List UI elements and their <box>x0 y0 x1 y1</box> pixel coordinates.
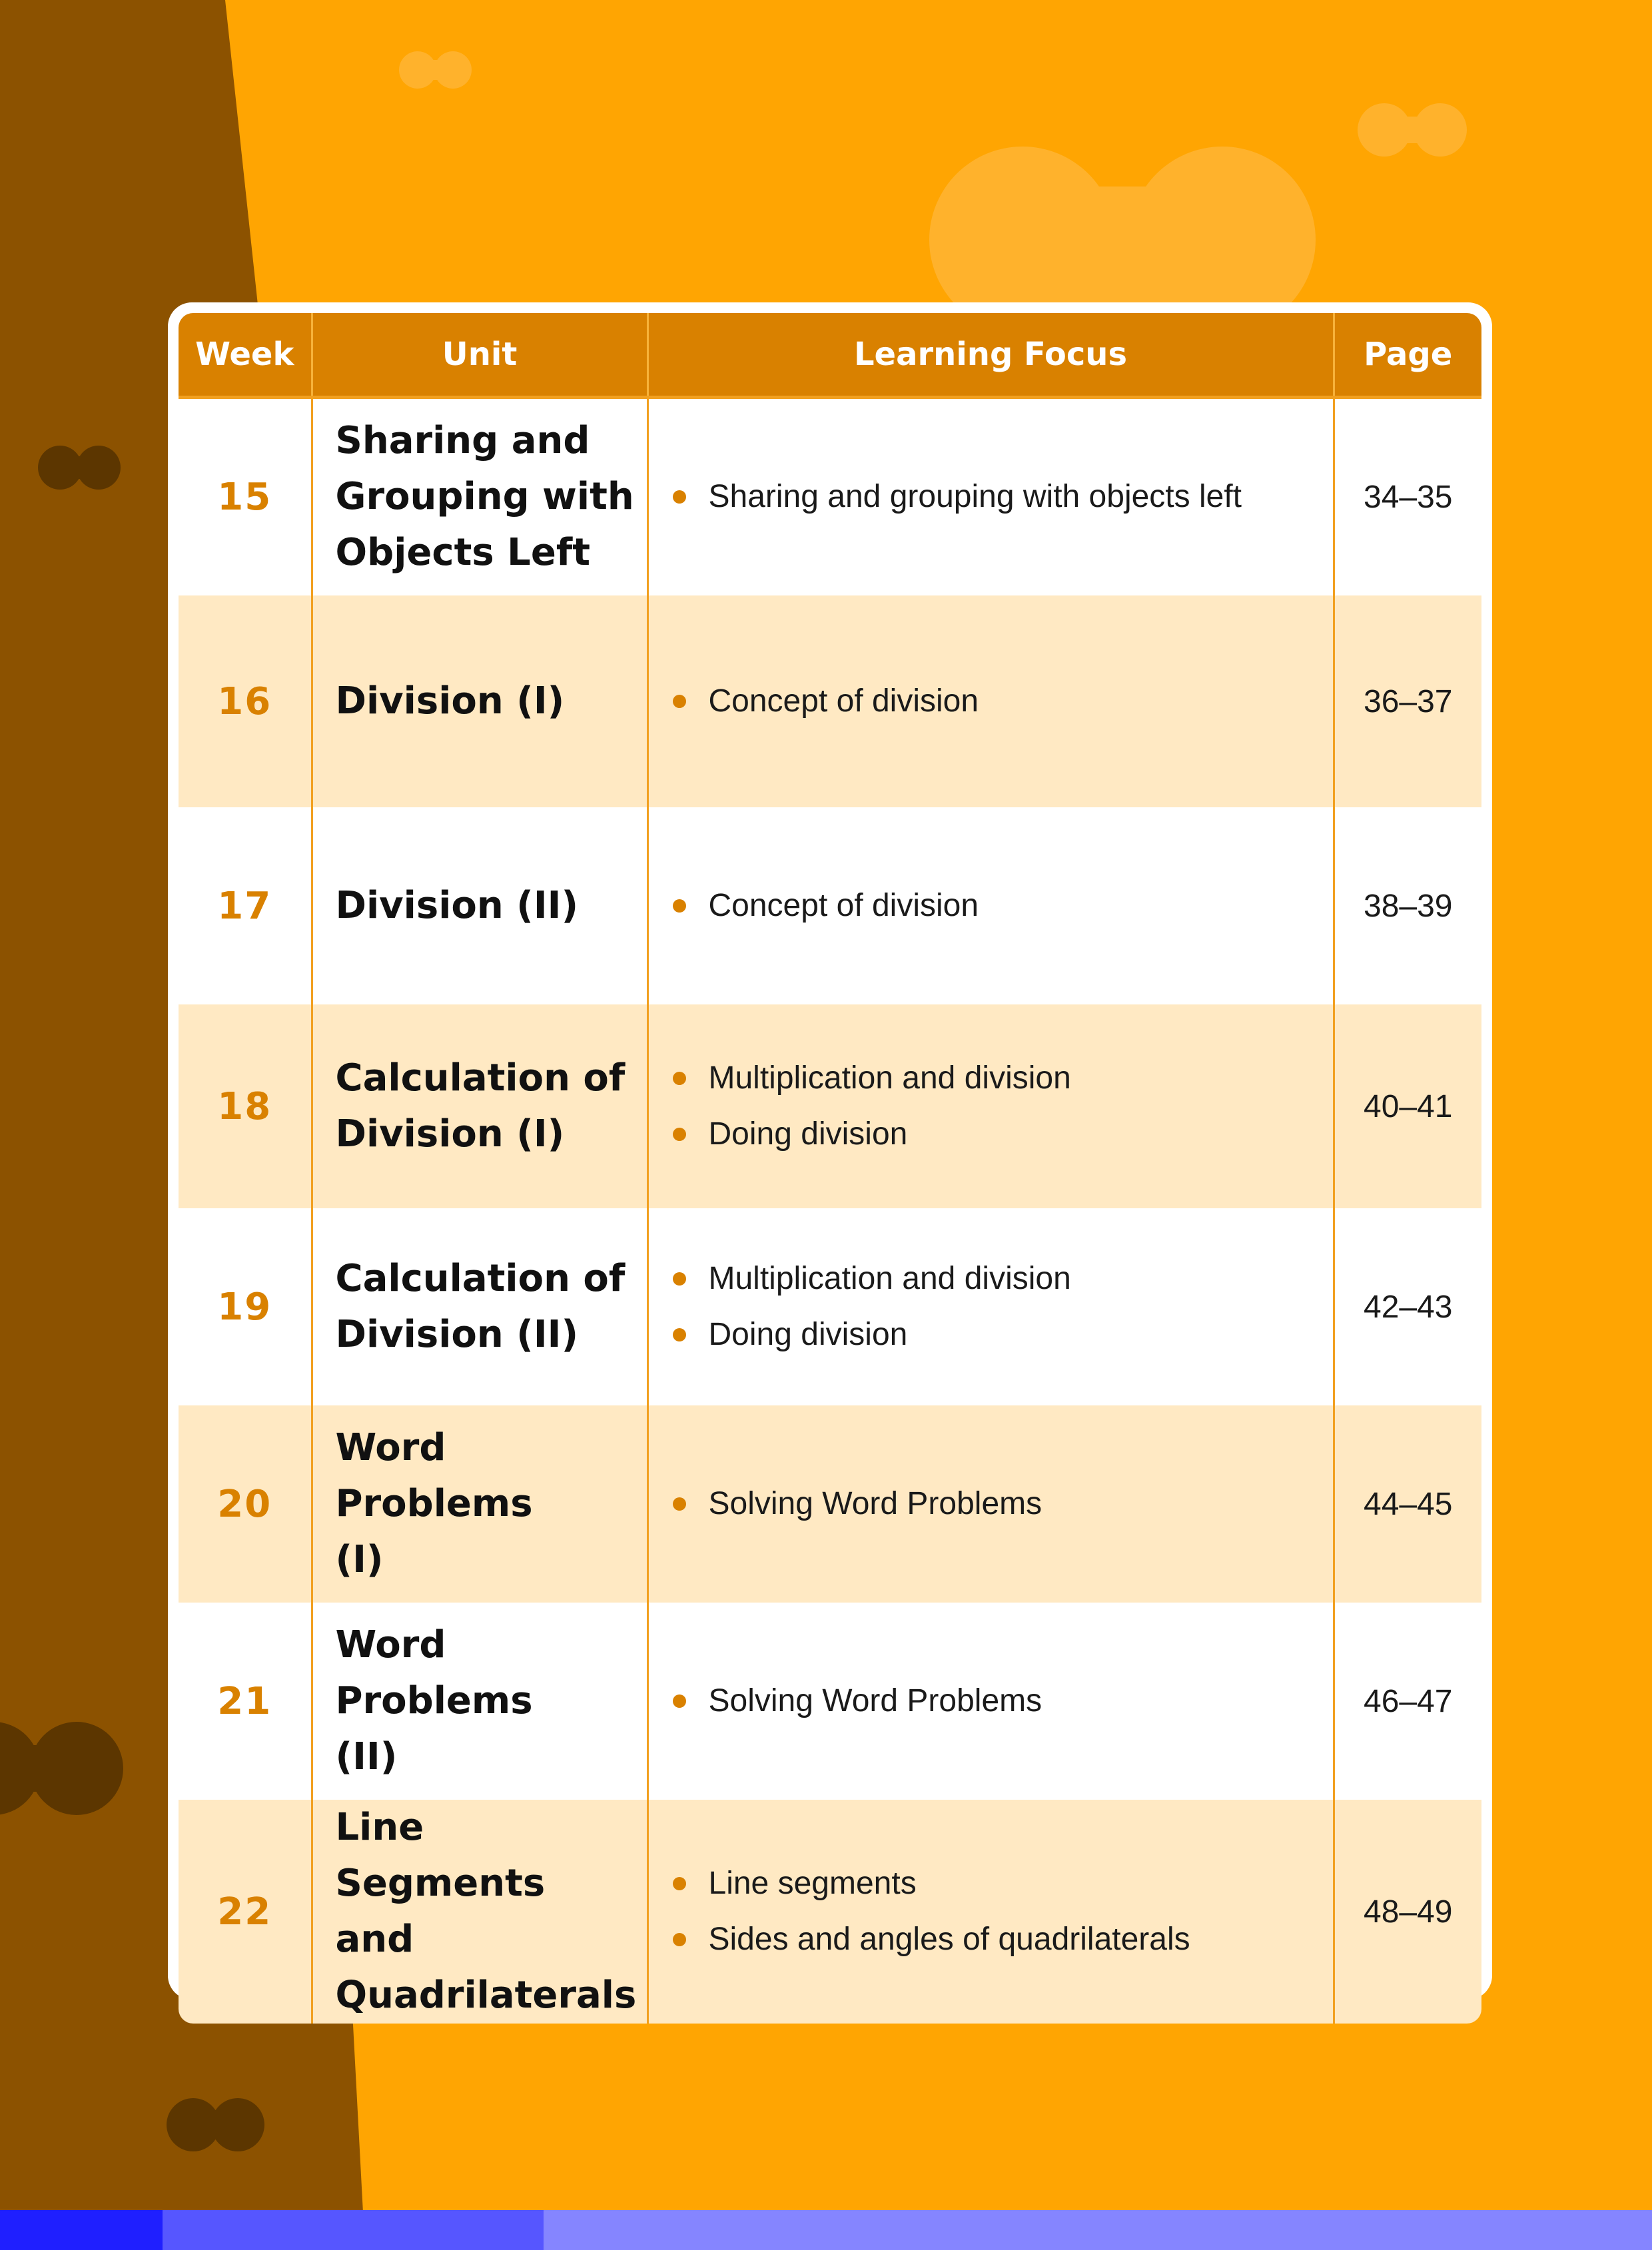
week-number: 16 <box>217 679 272 723</box>
unit-line: Division (I) <box>335 1112 565 1156</box>
page-range: 42–43 <box>1334 1208 1481 1405</box>
table-row <box>179 1004 1481 1208</box>
table-row <box>179 1800 1481 2024</box>
learning-focus <box>647 595 1334 807</box>
unit-name <box>312 1405 647 1603</box>
focus-text: Concept of division <box>708 888 979 923</box>
table-header-row <box>179 313 1481 397</box>
light-blob-small-right <box>1358 103 1467 157</box>
page-range: 36–37 <box>1334 595 1481 807</box>
bottom-bar-segment <box>163 2210 544 2250</box>
unit-line: Division (II) <box>335 1313 579 1356</box>
page-range: 48–49 <box>1334 1800 1481 2024</box>
focus-item <box>673 1476 1333 1532</box>
focus-item <box>673 1856 1333 1912</box>
week-number: 22 <box>217 1890 272 1934</box>
unit-line: Sharing and <box>335 419 590 463</box>
focus-text: Doing division <box>708 1116 908 1152</box>
focus-text: Multiplication and division <box>708 1261 1071 1296</box>
learning-focus <box>647 807 1334 1004</box>
table-row <box>179 1603 1481 1800</box>
bullet-icon <box>673 1694 686 1708</box>
unit-name <box>312 1004 647 1208</box>
page-range: 34–35 <box>1334 397 1481 595</box>
learning-focus <box>647 1004 1334 1208</box>
focus-item <box>673 1673 1333 1729</box>
bullet-icon <box>673 899 686 913</box>
header-learning-focus: Learning Focus <box>647 313 1334 397</box>
page-range: 40–41 <box>1334 1004 1481 1208</box>
learning-focus <box>647 1208 1334 1405</box>
bullet-icon <box>673 1072 686 1085</box>
bottom-bar-segment <box>0 2210 163 2250</box>
bullet-icon <box>673 1272 686 1286</box>
learning-focus <box>647 1405 1334 1603</box>
focus-text: Concept of division <box>708 683 979 719</box>
unit-name <box>312 807 647 1004</box>
bullet-icon <box>673 1328 686 1341</box>
unit-line: Line Segments <box>335 1806 546 1905</box>
week-number: 19 <box>217 1285 272 1329</box>
focus-item <box>673 878 1333 934</box>
unit-line: Word Problems <box>335 1426 533 1525</box>
page-range: 38–39 <box>1334 807 1481 1004</box>
unit-name <box>312 1603 647 1800</box>
schedule-table <box>179 313 1481 2024</box>
bottom-bar-segment <box>544 2210 1652 2250</box>
learning-focus <box>647 397 1334 595</box>
light-blob-small-top <box>399 51 472 89</box>
focus-item <box>673 1307 1333 1363</box>
header-page: Page <box>1334 313 1481 397</box>
page-range: 46–47 <box>1334 1603 1481 1800</box>
learning-focus <box>647 1800 1334 2024</box>
focus-item <box>673 1050 1333 1106</box>
unit-line: (I) <box>335 1538 384 1581</box>
focus-text: Line segments <box>708 1866 917 1901</box>
week-number: 17 <box>217 884 272 928</box>
bullet-icon <box>673 695 686 708</box>
focus-text: Sides and angles of quadrilaterals <box>708 1922 1190 1957</box>
focus-text: Solving Word Problems <box>708 1486 1042 1521</box>
unit-name <box>312 397 647 595</box>
header-unit: Unit <box>312 313 647 397</box>
unit-line: Objects Left <box>335 531 590 575</box>
unit-name <box>312 595 647 807</box>
learning-focus <box>647 1603 1334 1800</box>
table-row <box>179 595 1481 807</box>
table-row <box>179 397 1481 595</box>
bullet-icon <box>673 1497 686 1511</box>
bullet-icon <box>673 1128 686 1141</box>
focus-text: Sharing and grouping with objects left <box>708 479 1242 515</box>
focus-item <box>673 1106 1333 1162</box>
bullet-icon <box>673 490 686 504</box>
focus-text: Doing division <box>708 1317 908 1352</box>
week-number: 15 <box>217 475 272 519</box>
table-row <box>179 1208 1481 1405</box>
unit-line: Quadrilaterals <box>335 1974 637 2017</box>
unit-line: Grouping with <box>335 475 634 519</box>
table-row <box>179 1405 1481 1603</box>
week-number: 20 <box>217 1482 272 1526</box>
unit-line: (II) <box>335 1735 398 1778</box>
bottom-color-bar <box>0 2210 1652 2250</box>
unit-name <box>312 1208 647 1405</box>
dark-blob-left-middle <box>0 1722 123 1815</box>
focus-item <box>673 469 1333 525</box>
unit-name <box>312 1800 647 2024</box>
header-week: Week <box>179 313 312 397</box>
focus-item <box>673 1912 1333 1968</box>
focus-text: Solving Word Problems <box>708 1683 1042 1718</box>
unit-line: Word Problems <box>335 1623 533 1722</box>
schedule-card <box>168 302 1492 2017</box>
bullet-icon <box>673 1933 686 1946</box>
week-number: 18 <box>217 1084 272 1128</box>
unit-line: and <box>335 1918 414 1961</box>
unit-line: Calculation of <box>335 1257 625 1300</box>
week-number: 21 <box>217 1679 272 1723</box>
focus-text: Multiplication and division <box>708 1060 1071 1096</box>
unit-line: Division (II) <box>335 884 579 927</box>
page-range: 44–45 <box>1334 1405 1481 1603</box>
focus-item <box>673 1251 1333 1307</box>
bullet-icon <box>673 1877 686 1890</box>
unit-line: Division (I) <box>335 679 565 723</box>
focus-item <box>673 673 1333 729</box>
unit-line: Calculation of <box>335 1056 625 1100</box>
table-row <box>179 807 1481 1004</box>
